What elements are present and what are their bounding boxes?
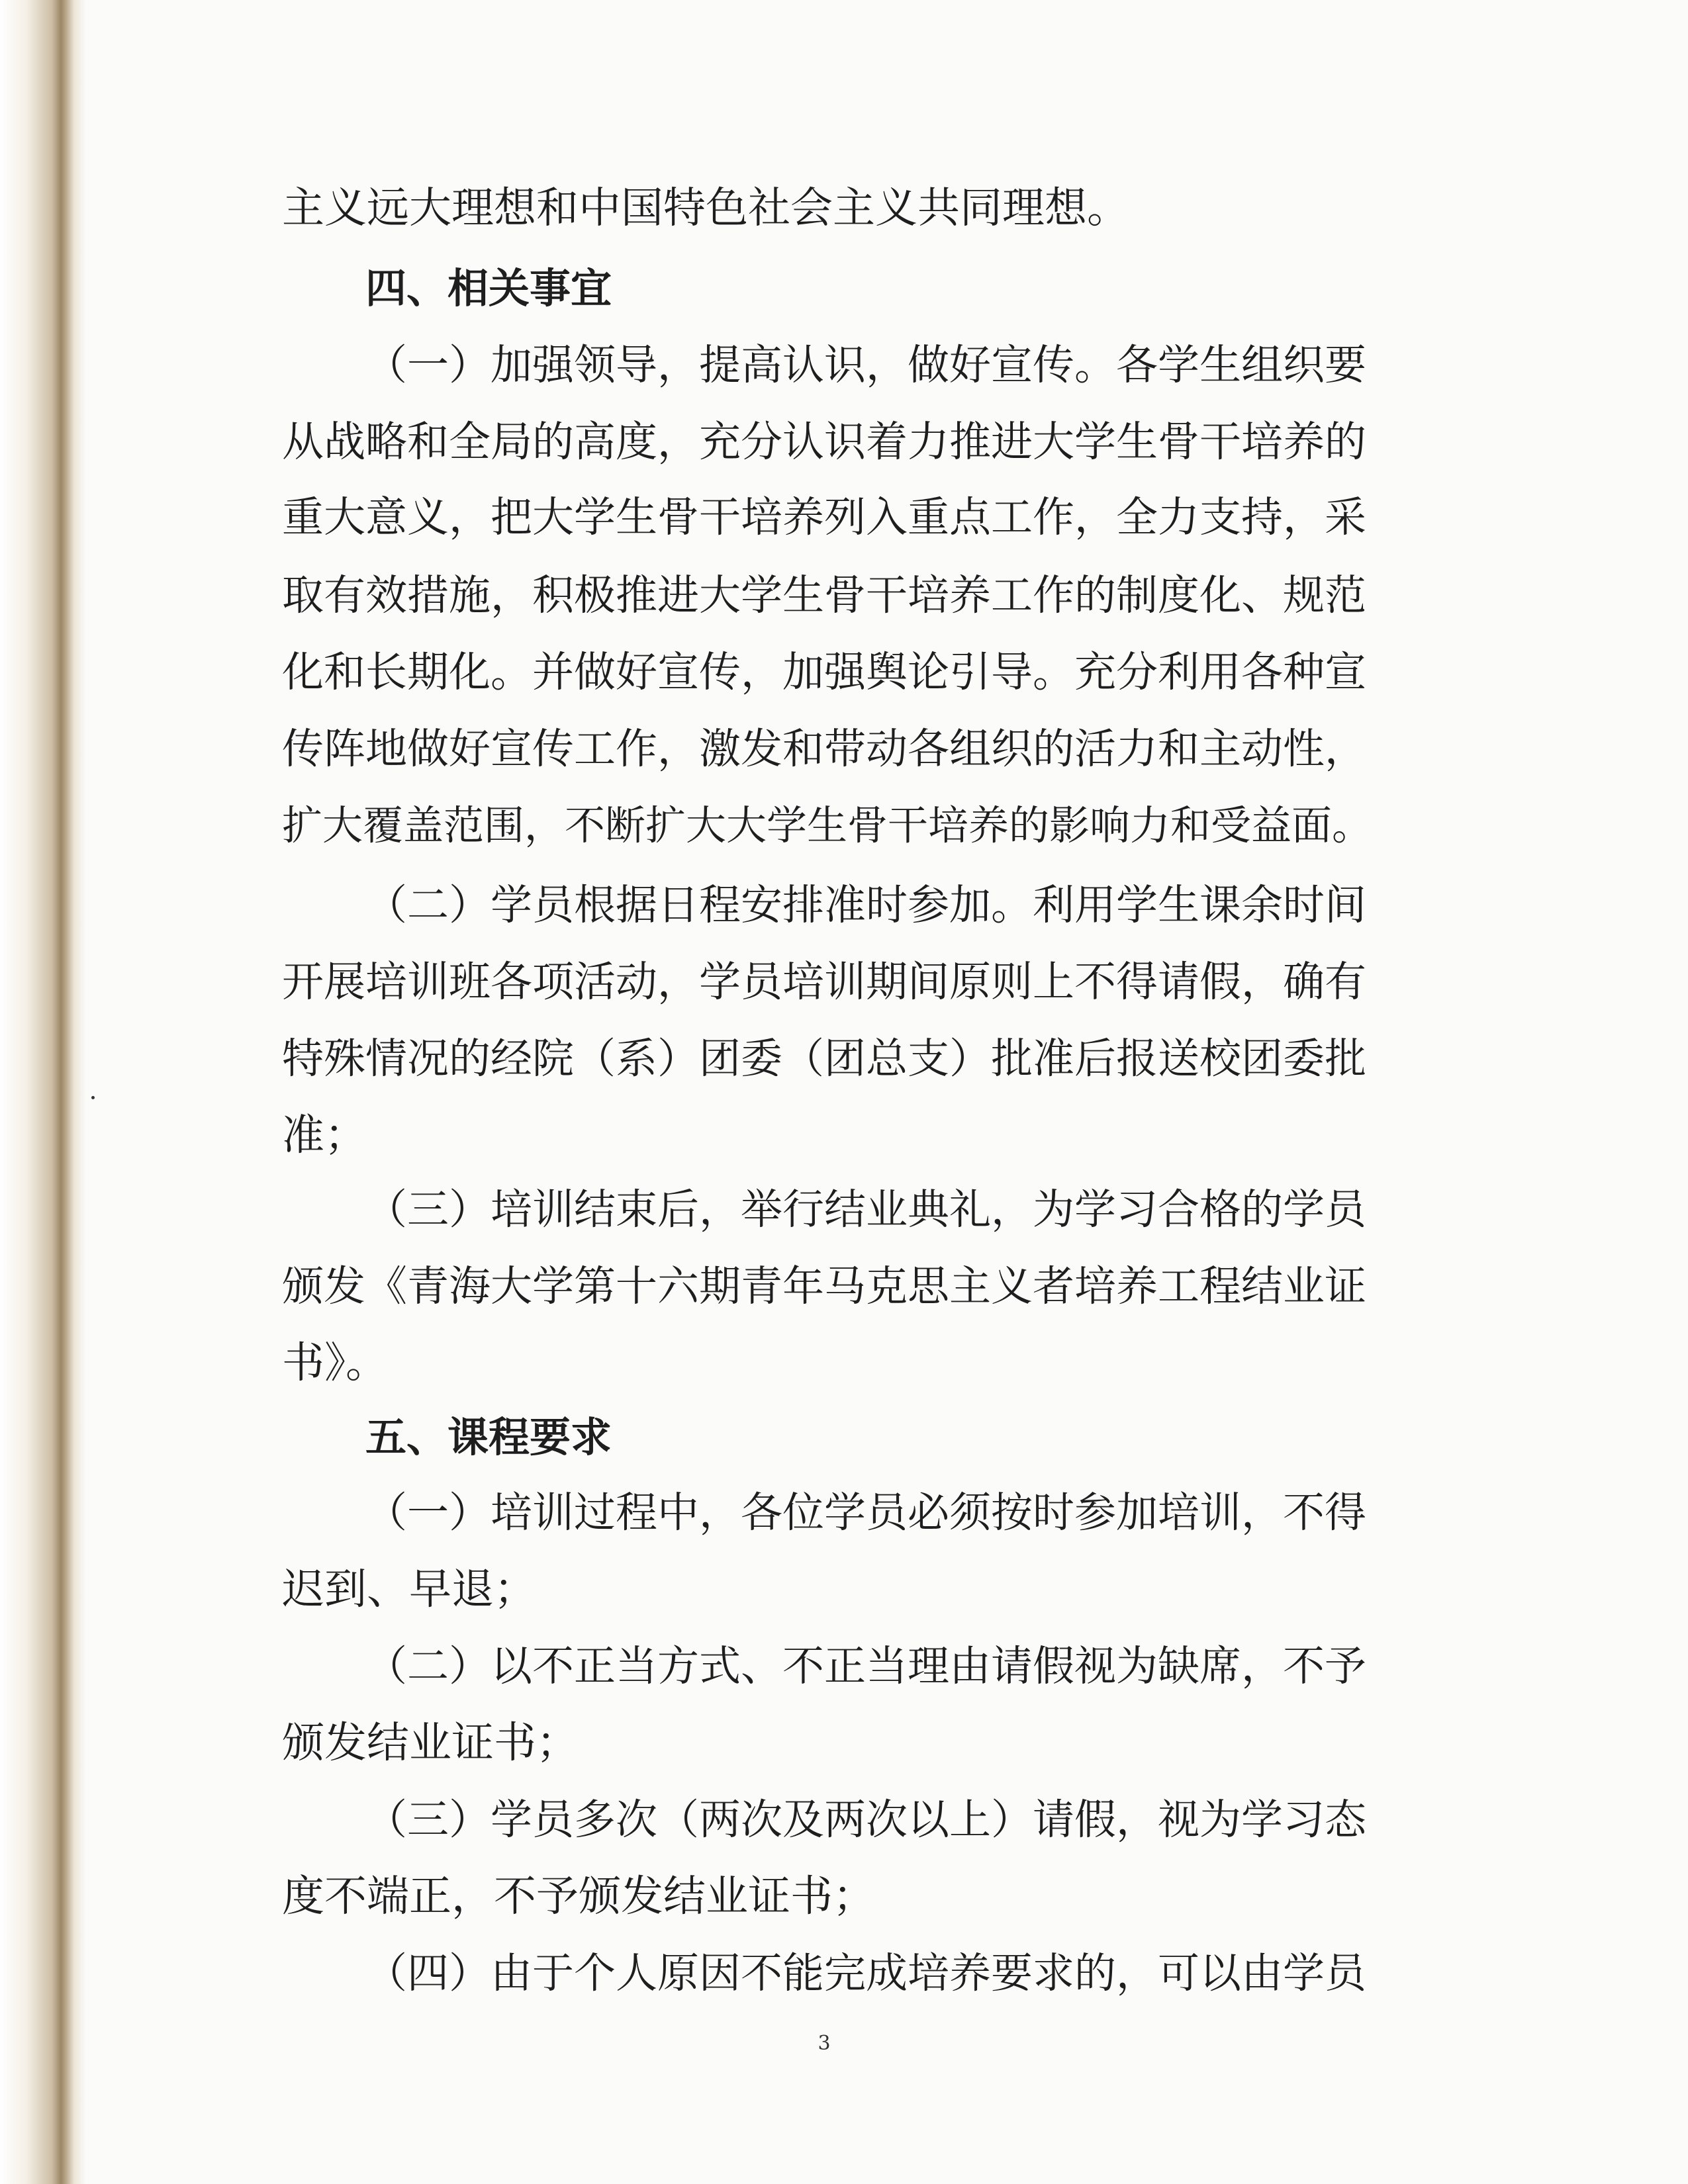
text-line: 化和长期化。并做好宣传，加强舆论引导。充分利用各种宣 bbox=[282, 648, 1366, 696]
text-line: （三）学员多次（两次及两次以上）请假，视为学习态 bbox=[365, 1796, 1366, 1844]
section-heading-4: 四、相关事宜 bbox=[365, 264, 612, 312]
text-line: 开展培训班各项活动，学员培训期间原则上不得请假，确有 bbox=[282, 958, 1366, 1006]
text-line: 特殊情况的经院（系）团委（团总支）批准后报送校团委批 bbox=[282, 1034, 1366, 1083]
text-line: （二）学员根据日程安排准时参加。利用学生课余时间 bbox=[365, 881, 1366, 929]
text-line: 迟到、早退； bbox=[282, 1565, 536, 1614]
scan-binding-edge bbox=[0, 0, 86, 2184]
page-number: 3 bbox=[818, 2032, 831, 2055]
text-line: 取有效措施，积极推进大学生骨干培养工作的制度化、规范 bbox=[282, 571, 1366, 619]
text-line: 颁发《青海大学第十六期青年马克思主义者培养工程结业证 bbox=[282, 1262, 1366, 1310]
text-line: 主义远大理想和中国特色社会主义共同理想。 bbox=[282, 184, 1129, 233]
text-line: 准； bbox=[282, 1111, 367, 1160]
text-line: 书》。 bbox=[282, 1339, 388, 1388]
text-line: 重大意义，把大学生骨干培养列入重点工作，全力支持，采 bbox=[282, 493, 1366, 541]
text-line: 颁发结业证书； bbox=[282, 1719, 579, 1768]
text-line: （一）培训过程中，各位学员必须按时参加培训，不得 bbox=[365, 1488, 1366, 1537]
text-line: （四）由于个人原因不能完成培养要求的，可以由学员 bbox=[365, 1949, 1366, 1997]
text-line: 传阵地做好宣传工作，激发和带动各组织的活力和主动性， bbox=[282, 725, 1366, 773]
section-heading-5: 五、课程要求 bbox=[365, 1413, 612, 1461]
text-line: （一）加强领导，提高认识，做好宣传。各学生组织要 bbox=[365, 341, 1366, 389]
text-line: 扩大覆盖范围，不断扩大大学生骨干培养的影响力和受益面。 bbox=[282, 802, 1373, 849]
text-line: 度不端正，不予颁发结业证书； bbox=[282, 1872, 875, 1921]
text-line: 从战略和全局的高度，充分认识着力推进大学生骨干培养的 bbox=[282, 418, 1366, 466]
scan-speck bbox=[91, 1096, 95, 1099]
text-line: （二）以不正当方式、不正当理由请假视为缺席，不予 bbox=[365, 1642, 1366, 1690]
text-line: （三）培训结束后，举行结业典礼，为学习合格的学员 bbox=[365, 1185, 1366, 1234]
